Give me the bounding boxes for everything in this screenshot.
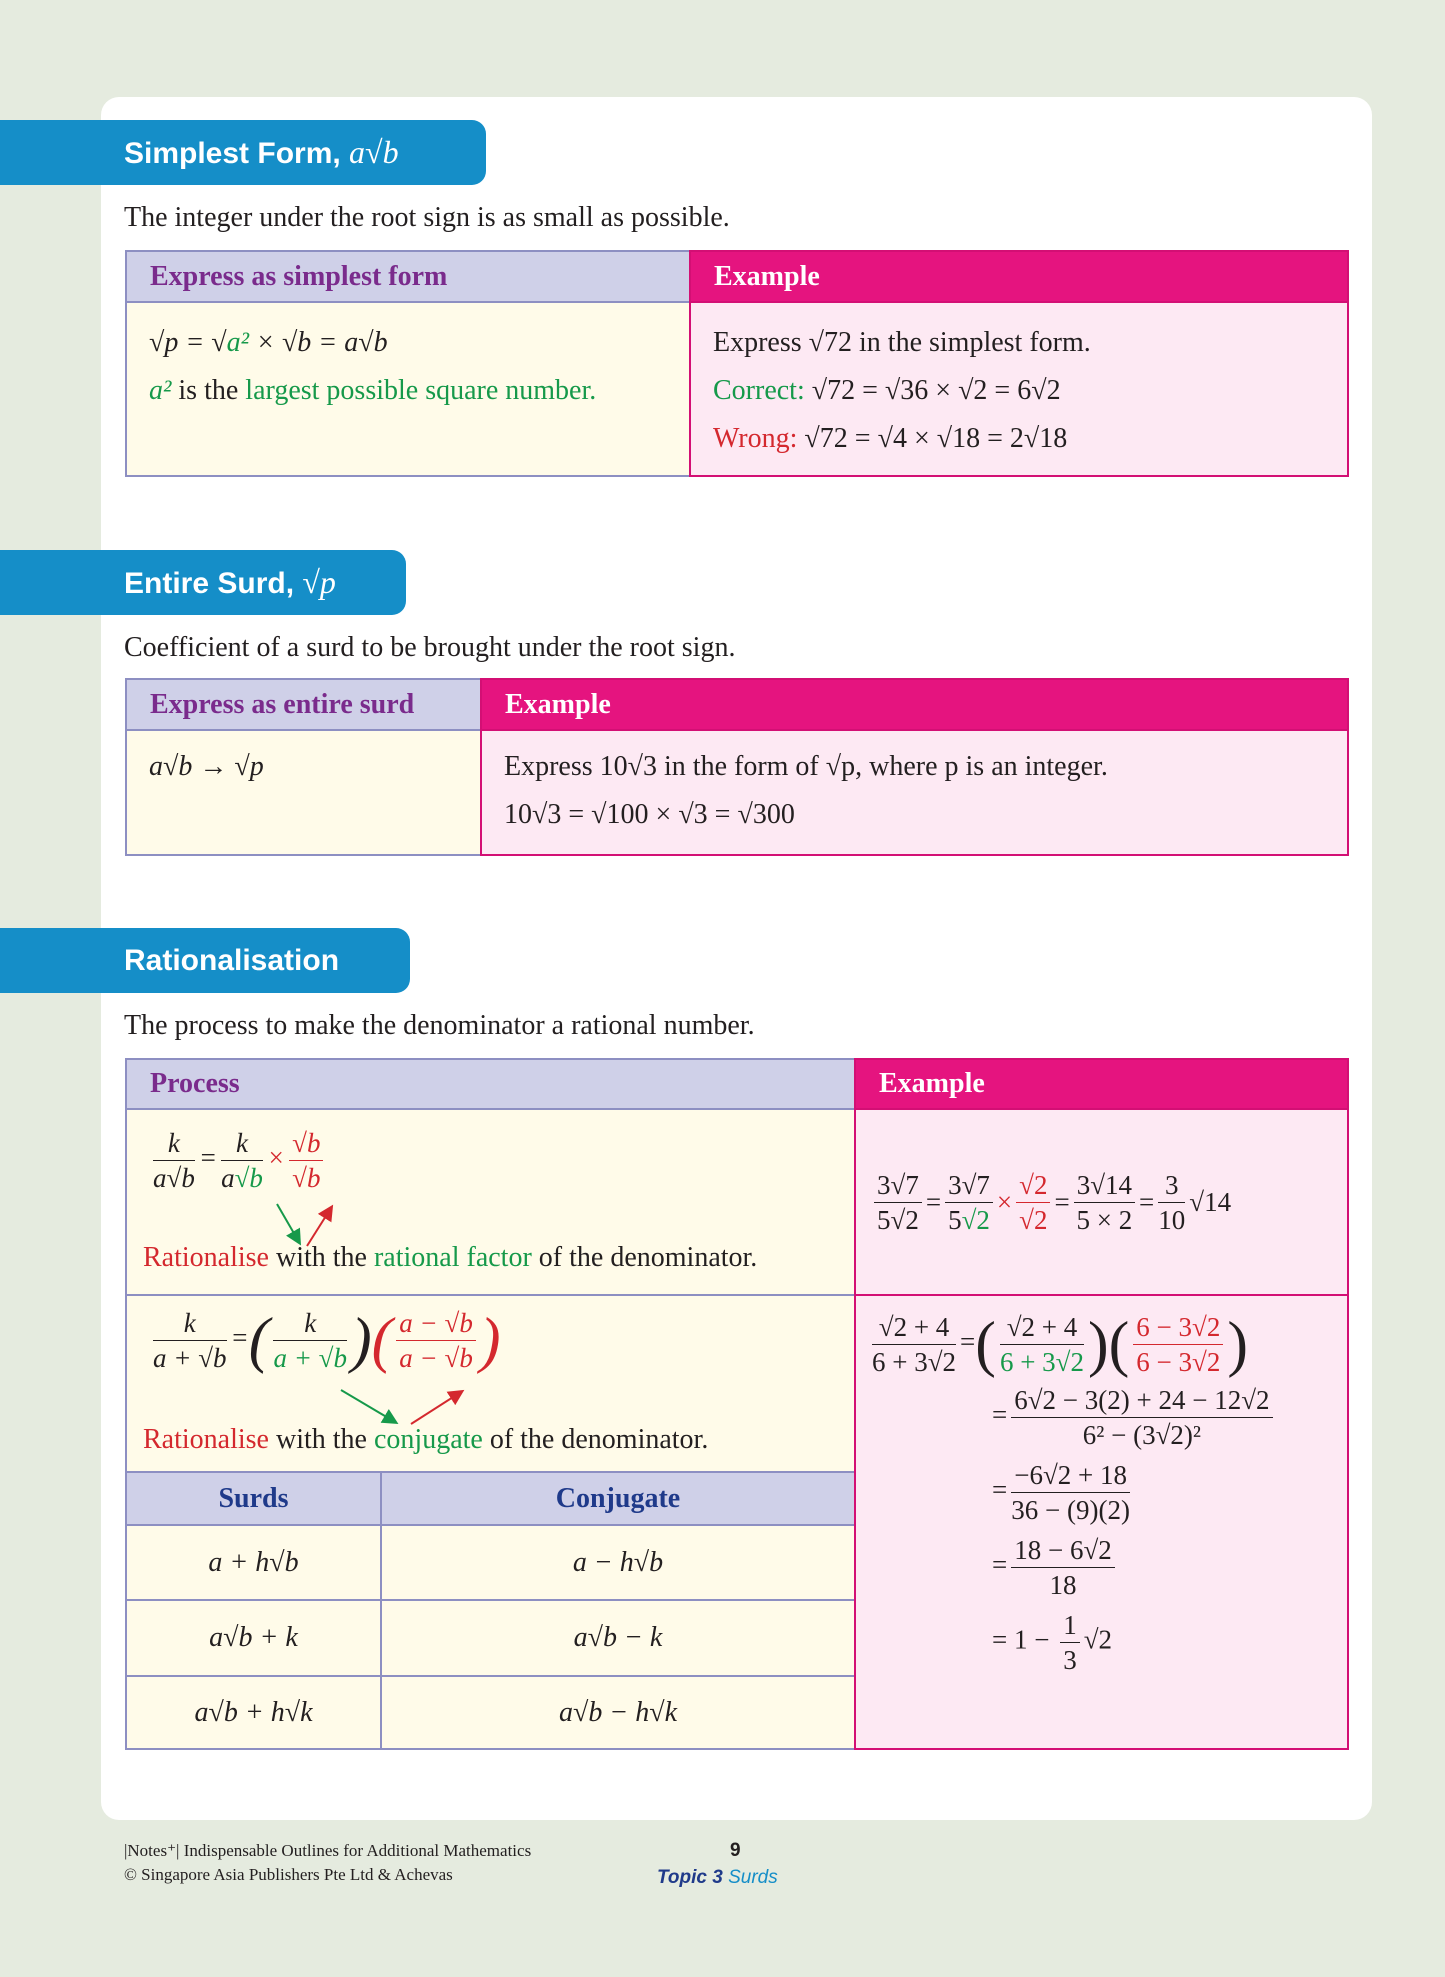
- numerator: 6√2 − 3(2) + 24 − 12√2: [1011, 1383, 1272, 1418]
- surds-header: Surds: [125, 1473, 380, 1526]
- note-part: conjugate: [373, 1424, 483, 1455]
- note-part: a²: [149, 375, 172, 406]
- denominator: a + √b: [273, 1343, 347, 1373]
- entire-surd-table: [125, 678, 1349, 856]
- denominator: [221, 1161, 263, 1195]
- footer-topic: [657, 1867, 778, 1889]
- header-example: Example: [854, 1058, 1349, 1110]
- section-banner-simplest-form: [0, 120, 486, 185]
- step-1: [992, 1383, 1335, 1452]
- conjugate-cell: a − h√b: [380, 1526, 854, 1601]
- equals: =: [1139, 1186, 1155, 1217]
- numerator: √2 + 4: [1000, 1310, 1084, 1345]
- example-cell: [480, 731, 1349, 856]
- fraction: [1060, 1608, 1080, 1677]
- equals: =: [1054, 1186, 1070, 1217]
- denominator: 6 − 3√2: [1136, 1347, 1221, 1377]
- denominator: a√b: [153, 1163, 195, 1193]
- header-right: Example: [689, 250, 1349, 303]
- process-conjugate: [125, 1296, 854, 1473]
- numerator: k: [221, 1126, 263, 1161]
- equals: =: [992, 1549, 1008, 1580]
- times: ×: [266, 1142, 286, 1173]
- equals: =: [925, 1186, 942, 1217]
- equals: =: [198, 1142, 218, 1173]
- simplest-form-table: [125, 250, 1349, 477]
- example-wrong: [713, 415, 1325, 463]
- paren: ): [1087, 1310, 1109, 1379]
- correct-eq: √72 = √36 × √2 = 6√2: [804, 375, 1061, 406]
- footer-copyright: © Singapore Asia Publishers Pte Ltd & Achevas: [124, 1865, 453, 1884]
- step-0: [868, 1310, 1335, 1379]
- fraction: [872, 1310, 956, 1379]
- denominator: 6 + 3√2: [872, 1347, 957, 1377]
- numerator: 18 − 6√2: [1011, 1533, 1115, 1568]
- equals: =: [960, 1326, 976, 1357]
- step-3: [992, 1533, 1335, 1602]
- section-banner-rationalisation: [0, 928, 410, 993]
- paren: (: [1108, 1310, 1130, 1379]
- numerator: 3√7: [874, 1168, 922, 1203]
- fraction: [1000, 1310, 1084, 1379]
- rule-note: [149, 367, 667, 415]
- numerator: 1: [1060, 1608, 1080, 1643]
- note-part: with the: [268, 1424, 374, 1455]
- numerator: a − √b: [396, 1306, 476, 1341]
- example-conjugate: [854, 1296, 1349, 1750]
- note-part: rational factor: [373, 1242, 532, 1273]
- paren: ): [1227, 1310, 1248, 1379]
- den-part: a: [221, 1163, 235, 1193]
- section-intro: Coefficient of a surd to be brought under the root sign.: [124, 632, 736, 663]
- fraction: [221, 1126, 263, 1195]
- header-left: Express as simplest form: [125, 250, 689, 303]
- conjugate-cell: a√b − k: [380, 1601, 854, 1677]
- denominator: 5√2: [877, 1204, 919, 1235]
- note-part: is the: [171, 375, 246, 406]
- denominator: 36 − (9)(2): [1011, 1495, 1130, 1525]
- step-text: √2: [1083, 1624, 1113, 1655]
- fraction: [1011, 1383, 1272, 1452]
- numerator: √2 + 4: [872, 1310, 956, 1345]
- note-part: of the denominator.: [531, 1242, 758, 1273]
- numerator: √2: [1016, 1168, 1050, 1203]
- tail: √14: [1189, 1186, 1232, 1217]
- den-part: √2: [961, 1204, 990, 1235]
- equals: =: [992, 1474, 1008, 1505]
- correct-label: Correct:: [713, 375, 805, 406]
- topic-name: Surds: [728, 1867, 778, 1888]
- fraction: [945, 1168, 993, 1237]
- section-intro: The process to make the denominator a rational number.: [124, 1010, 755, 1041]
- eq-part: × √b = a√b: [249, 327, 388, 358]
- den-part: 5: [948, 1204, 962, 1235]
- numerator: 3: [1158, 1168, 1185, 1203]
- denominator: √b: [292, 1163, 321, 1193]
- paren: ): [479, 1306, 501, 1375]
- times: ×: [996, 1186, 1013, 1217]
- numerator: 3√14: [1074, 1168, 1135, 1203]
- banner-title: Simplest Form,: [124, 137, 350, 170]
- fraction: [1133, 1310, 1223, 1379]
- fraction: [289, 1126, 323, 1195]
- denominator: 3: [1063, 1645, 1077, 1675]
- fraction: [1011, 1458, 1130, 1527]
- fraction: [874, 1168, 922, 1237]
- note-part: of the denominator.: [482, 1424, 709, 1455]
- note-part: Rationalise: [143, 1242, 269, 1273]
- rationalisation-table: [125, 1058, 1349, 1750]
- header-process: Process: [125, 1058, 854, 1110]
- den-part: √b: [234, 1163, 263, 1193]
- surd-cell: a√b + h√k: [125, 1677, 380, 1750]
- denominator: [945, 1203, 993, 1237]
- fraction: [1074, 1168, 1135, 1237]
- wrong-eq: √72 = √4 × √18 = 2√18: [797, 423, 1068, 454]
- paren: (: [248, 1306, 270, 1375]
- banner-title: Rationalisation: [124, 944, 340, 977]
- header-right: Example: [480, 678, 1349, 731]
- example-line: Express 10√3 in the form of √p, where p is an integer.: [504, 751, 1108, 782]
- process-equation: [149, 1126, 832, 1195]
- banner-math: √p: [302, 564, 336, 600]
- step-4: [992, 1608, 1335, 1677]
- denominator: 6² − (3√2)²: [1082, 1420, 1201, 1450]
- paren: (: [975, 1310, 996, 1379]
- banner-title: Entire Surd,: [124, 567, 303, 600]
- example-line: Express √72 in the simplest form.: [713, 327, 1091, 358]
- numerator: 3√7: [945, 1168, 993, 1203]
- fraction: [273, 1306, 347, 1375]
- note-part: Rationalise: [143, 1424, 269, 1455]
- step-text: = 1 −: [992, 1624, 1057, 1655]
- numerator: −6√2 + 18: [1011, 1458, 1130, 1493]
- topic-number: Topic 3: [657, 1867, 723, 1888]
- numerator: √b: [289, 1126, 323, 1161]
- paren: (: [371, 1306, 393, 1375]
- denominator: 6 + 3√2: [999, 1347, 1084, 1377]
- page-number: 9: [730, 1840, 741, 1861]
- numerator: k: [273, 1306, 347, 1341]
- footer-brand: |Notes⁺| Indispensable Outlines for Additional Mathematics: [124, 1841, 532, 1860]
- denominator: √2: [1019, 1204, 1048, 1235]
- fraction: [153, 1306, 227, 1375]
- banner-math: a√b: [349, 134, 399, 170]
- conjugate-cell: a√b − h√k: [380, 1677, 854, 1750]
- example-line: 10√3 = √100 × √3 = √300: [504, 799, 795, 830]
- process-note: [143, 1416, 708, 1464]
- denominator: a − √b: [399, 1343, 473, 1373]
- numerator: k: [153, 1126, 195, 1161]
- section-intro: The integer under the root sign is as small as possible.: [124, 202, 730, 233]
- numerator: k: [153, 1306, 227, 1341]
- section-banner-entire-surd: [0, 550, 406, 615]
- note-part: with the: [268, 1242, 374, 1273]
- denominator: 5 × 2: [1076, 1204, 1133, 1235]
- example-correct: [713, 367, 1325, 415]
- fraction: [1016, 1168, 1050, 1237]
- process-equation: [149, 1306, 832, 1375]
- process-note: [143, 1234, 757, 1282]
- denominator: a + √b: [153, 1343, 227, 1373]
- equals: =: [230, 1322, 249, 1353]
- rule-cell: [125, 303, 689, 477]
- process-rational-factor: [125, 1110, 854, 1296]
- fraction: [153, 1126, 195, 1195]
- rule-equation: [149, 319, 667, 367]
- fraction: [396, 1306, 476, 1375]
- equals: =: [992, 1399, 1008, 1430]
- surd-cell: a√b + k: [125, 1601, 380, 1677]
- numerator: 6 − 3√2: [1133, 1310, 1223, 1345]
- wrong-label: Wrong:: [713, 423, 798, 454]
- header-left: Express as entire surd: [125, 678, 480, 731]
- surd-cell: a + h√b: [125, 1526, 380, 1601]
- fraction: [1158, 1168, 1185, 1237]
- paren: ): [350, 1306, 372, 1375]
- conjugate-header: Conjugate: [380, 1473, 854, 1526]
- eq-part: √p = √: [149, 327, 227, 358]
- example-cell: [689, 303, 1349, 477]
- step-2: [992, 1458, 1335, 1527]
- eq-part: a²: [226, 327, 250, 358]
- example-rational-factor: [854, 1110, 1349, 1296]
- note-part: largest possible square number.: [245, 375, 597, 406]
- denominator: 18: [1049, 1570, 1077, 1600]
- rule-cell: [125, 731, 480, 856]
- rule-equation: a√b → √p: [149, 751, 264, 782]
- denominator: 10: [1158, 1204, 1186, 1235]
- fraction: [1011, 1533, 1115, 1602]
